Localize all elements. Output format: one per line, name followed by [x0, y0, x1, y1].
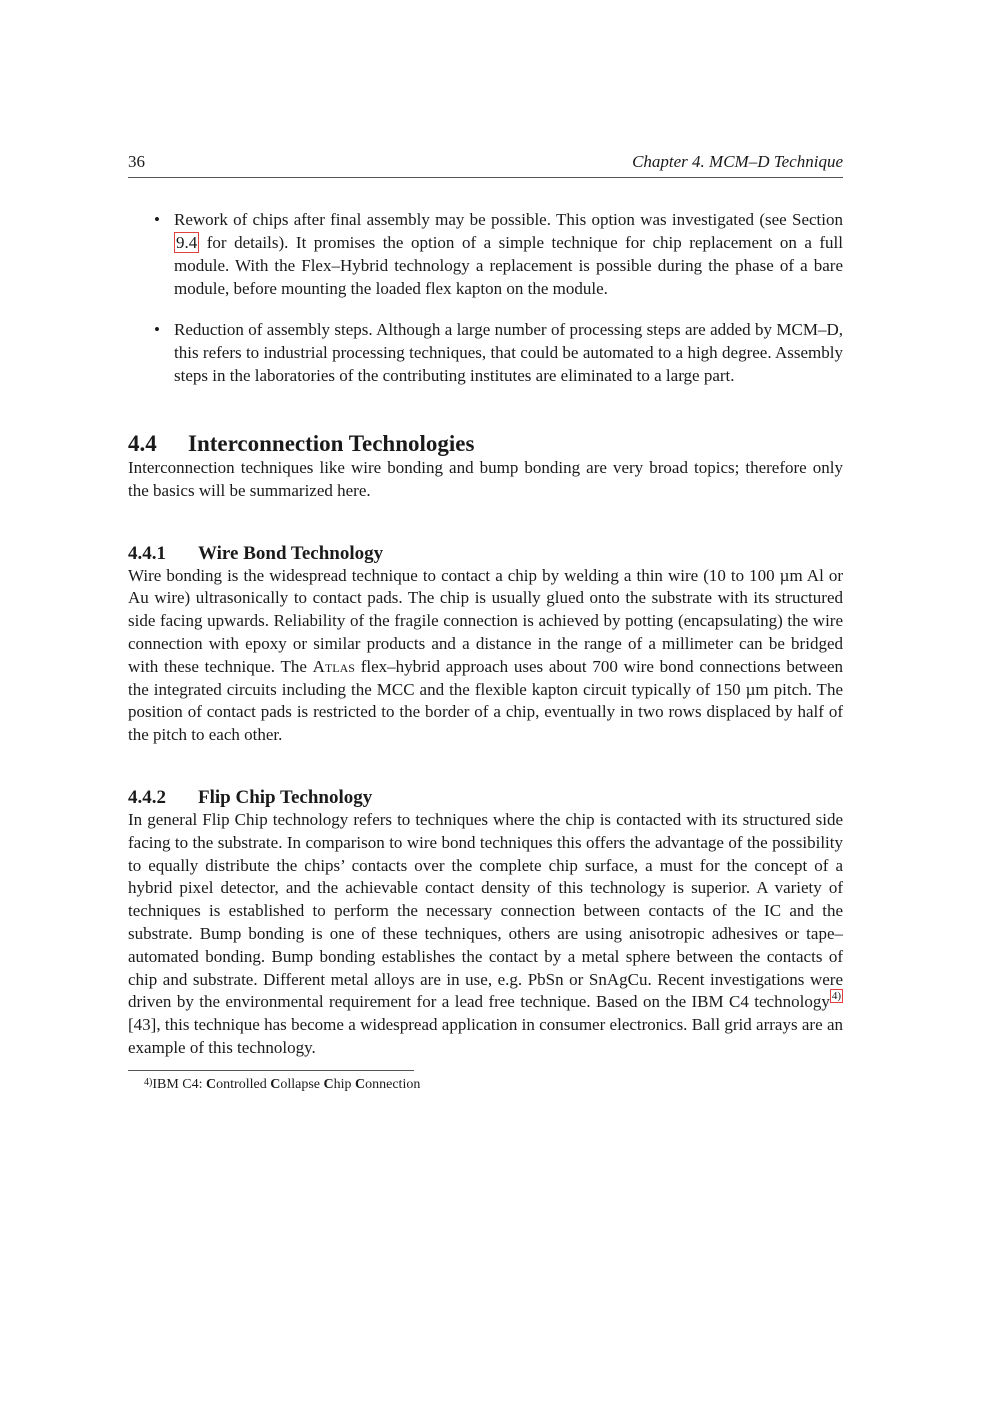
- footnote-word: hip: [333, 1076, 352, 1092]
- footnote-initial: C: [270, 1076, 281, 1092]
- section-title: Interconnection Technologies: [188, 431, 475, 456]
- subsection-heading: [128, 543, 843, 565]
- footnote-word: onnection: [365, 1076, 421, 1092]
- bullet-text-post: for details). It promises the option of a simple technique for chip replacement on a full module. With the Flex–Hybrid technology a replacement is possible during the phase of a bare module, before mounting the loaded flex kapton on the module.: [174, 233, 843, 298]
- footnote: [128, 1077, 843, 1093]
- paragraph-text: [43], this technique has become a widespread application in consumer electronics. Ball grid arrays are an example of this technology.: [128, 1015, 843, 1057]
- subsection-number: 4.4.1: [128, 542, 166, 564]
- bullet-icon: •: [154, 320, 160, 339]
- paragraph-text: In general Flip Chip technology refers to techniques where the chip is contacted with its structured side facing to the substrate. In comparison to wire bond techniques this offers the advantage of the possibility to equally distribute the chips’ contacts over the complete chip surface, a must for the concept of a hybrid pixel detector, and the achievable contact density of this technology is superior. A variety of techniques is established to perform the necessary connection between contacts of the IC and the substrate. Bump bonding is one of these techniques, others are using anisotropic adhesives or tape–automated bonding. Bump bonding establishes the contact by a metal sphere between the contacts of chip and substrate. Different metal alloys are in use, e.g. PbSn or SnAgCu. Recent investigations were driven by the environmental requirement for a lead free technique. Based on the IBM C4 technology: [128, 809, 843, 1012]
- footnote-prefix: IBM C4:: [152, 1076, 207, 1092]
- wire-bond-paragraph: [128, 565, 843, 747]
- page: [128, 152, 843, 1093]
- running-header: [128, 152, 843, 178]
- footnote-initial: C: [323, 1076, 334, 1092]
- subsection-title: Flip Chip Technology: [198, 786, 373, 808]
- footnote-word: ollapse: [280, 1076, 320, 1092]
- bullet-text: Reduction of assembly steps. Although a large number of processing steps are added by MCM–D, this refers to industrial processing techniques, that could be automated to a high degree. Assembly steps in the laboratories of the contributing institutes are eliminated to a large part.: [174, 320, 843, 385]
- footnote-ref-link[interactable]: 4): [831, 990, 841, 1003]
- bullet-icon: •: [154, 210, 160, 229]
- section-heading: [128, 431, 843, 457]
- subsection-number: 4.4.2: [128, 786, 166, 808]
- subsection-title: Wire Bond Technology: [198, 542, 384, 564]
- bullet-list: [128, 208, 843, 387]
- flip-chip-paragraph: [128, 809, 843, 1060]
- paragraph-text: flex–hybrid approach uses about 700 wire bond connections between the integrated circuits including the MCC and the flexible kapton circuit typically of 150 µm pitch. The position of contact pads is restricted to the border of a chip, eventually in two rows displaced by half of the pitch to each other.: [128, 656, 843, 745]
- footnote-initial: C: [206, 1076, 217, 1092]
- footnote-mark: 4): [144, 1076, 153, 1088]
- paragraph-text: Wire bonding is the widespread technique to contact a chip by welding a thin wire (10 to 100 µm Al or Au wire) ultrasonically to contact pads. The chip is usually glued onto the substrate with its structured side facing upwards. Reliability of the fragile connection is achieved by potting (encapsulating) the wire connection with epoxy or similar products and a distance in the range of a millimeter can be bridged with these technique. The: [128, 565, 843, 676]
- page-number: 36: [128, 152, 145, 171]
- footnote-word: ontrolled: [216, 1076, 267, 1092]
- bullet-text-pre: Rework of chips after final assembly may be possible. This option was investigated (see Section: [174, 210, 843, 229]
- footnote-initial: C: [355, 1076, 366, 1092]
- section-intro: Interconnection techniques like wire bonding and bump bonding are very broad topics; therefore only the basics will be summarized here.: [128, 458, 843, 500]
- footnote-divider: [128, 1070, 414, 1071]
- section-ref-link[interactable]: 9.4: [176, 233, 198, 252]
- subsection-heading: [128, 787, 843, 809]
- bullet-item: [128, 208, 843, 300]
- chapter-title: Chapter 4. MCM–D Technique: [632, 152, 843, 171]
- atlas-name: Atlas: [312, 656, 355, 676]
- bullet-item: [128, 318, 843, 387]
- section-number: 4.4: [128, 431, 157, 456]
